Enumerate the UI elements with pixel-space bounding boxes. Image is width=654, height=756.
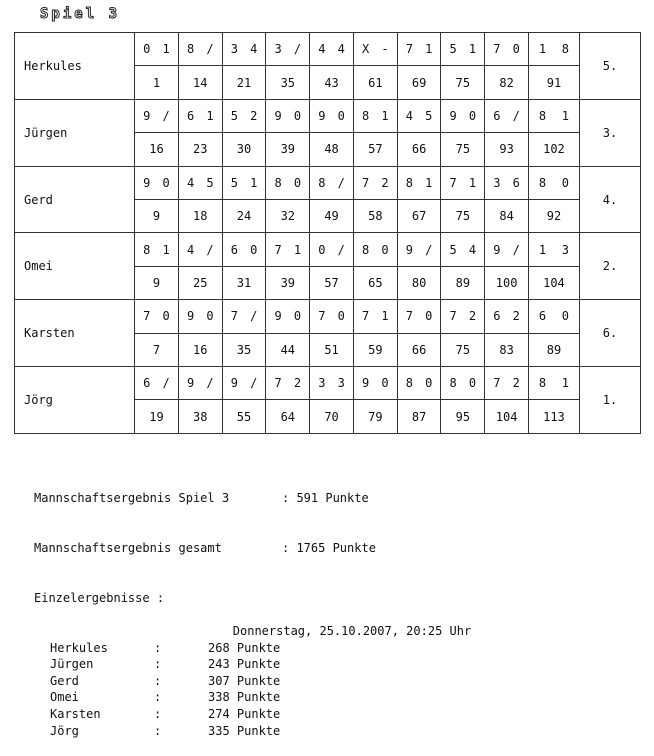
throw-value: 0: [337, 309, 345, 324]
throw-value: /: [162, 376, 170, 391]
frame-throws: [397, 300, 441, 333]
individual-name: Karsten: [50, 706, 101, 721]
frame-total: 102: [529, 133, 580, 166]
throw-value: 7: [274, 376, 282, 391]
throw-value: 6: [538, 309, 547, 324]
frame-throws: [441, 233, 485, 266]
throw-value: 8: [274, 175, 282, 190]
individual-name: Omei: [50, 690, 79, 705]
team-game-result: [34, 490, 376, 507]
summary-block: [34, 457, 376, 756]
throw-value: 6: [143, 376, 151, 391]
individual-result-row: [34, 723, 376, 740]
throw-value: 3: [337, 376, 345, 391]
throw-value: 4: [250, 42, 258, 57]
throw-value: 7: [362, 175, 370, 190]
frame-throws: [135, 233, 179, 266]
throw-value: 1: [162, 242, 170, 257]
frame-throws: [135, 166, 179, 199]
frame-throws: [178, 33, 222, 66]
frame-total: 83: [485, 333, 529, 366]
frame-total: 91: [529, 66, 580, 99]
throw-value: 2: [512, 309, 520, 324]
throw-value: 0: [561, 309, 570, 324]
frame-total: 43: [310, 66, 354, 99]
throw-value: 9: [143, 175, 151, 190]
frame-throws: [135, 367, 179, 400]
frame-throws: [397, 99, 441, 132]
frame-total: 21: [222, 66, 266, 99]
frame-total: 75: [441, 333, 485, 366]
frame-total: 75: [441, 66, 485, 99]
frame-throws: [397, 166, 441, 199]
throw-value: 3: [493, 175, 501, 190]
frame-total: 89: [441, 266, 485, 299]
throw-value: 1: [561, 376, 570, 391]
throw-value: 0: [425, 309, 433, 324]
frame-throws: [529, 367, 580, 400]
throw-value: /: [512, 109, 520, 124]
frame-total: 1: [135, 66, 179, 99]
frame-total: 25: [178, 266, 222, 299]
throw-value: 1: [538, 42, 547, 57]
frame-throws: [222, 33, 266, 66]
throw-value: 4: [186, 242, 195, 257]
throw-value: -: [381, 42, 389, 57]
frame-throws: [441, 367, 485, 400]
throw-value: 4: [318, 42, 326, 57]
throw-value: 7: [493, 376, 501, 391]
individual-value: 307 Punkte: [208, 673, 281, 688]
frame-throws: [266, 33, 310, 66]
frame-total: 9: [135, 200, 179, 233]
throw-value: 7: [274, 242, 282, 257]
individual-value: 268 Punkte: [208, 640, 281, 655]
player-throws-row: [15, 99, 641, 132]
throw-value: 8: [362, 242, 370, 257]
frame-throws: [178, 233, 222, 266]
frame-total: 30: [222, 133, 266, 166]
throw-value: 1: [468, 42, 477, 57]
player-rank: 4.: [579, 166, 640, 233]
throw-value: 6: [512, 175, 520, 190]
player-name: Omei: [15, 233, 135, 300]
frame-total: 19: [135, 400, 179, 434]
frame-total: 82: [485, 66, 529, 99]
frame-total: 57: [353, 133, 397, 166]
frame-total: 104: [529, 266, 580, 299]
frame-throws: [485, 99, 529, 132]
frame-total: 48: [310, 133, 354, 166]
throw-value: 3: [561, 242, 570, 257]
frame-total: 89: [529, 333, 580, 366]
throw-value: /: [162, 109, 170, 124]
team-game-value: : 591 Punkte: [282, 491, 369, 506]
throw-value: 5: [206, 175, 214, 190]
throw-value: 0: [561, 175, 570, 190]
individual-results: [34, 640, 376, 740]
throw-value: 1: [293, 242, 302, 257]
player-name: Jürgen: [15, 99, 135, 166]
frame-throws: [353, 33, 397, 66]
throw-value: 0: [293, 175, 302, 190]
throw-value: 8: [561, 42, 570, 57]
throw-value: 5: [230, 175, 238, 190]
frame-throws: [529, 33, 580, 66]
frame-total: 7: [135, 333, 179, 366]
team-total-value: : 1765 Punkte: [282, 540, 376, 555]
frame-total: 75: [441, 133, 485, 166]
frame-throws: [266, 166, 310, 199]
throw-value: 6: [493, 109, 501, 124]
frame-total: 58: [353, 200, 397, 233]
footer-timestamp: Donnerstag, 25.10.2007, 20:25 Uhr: [232, 624, 472, 638]
individual-value: 274 Punkte: [208, 706, 281, 721]
throw-value: 1: [468, 175, 477, 190]
individual-result-row: [34, 689, 376, 706]
throw-value: 0: [512, 42, 520, 57]
frame-total: 100: [485, 266, 529, 299]
frame-throws: [529, 300, 580, 333]
frame-total: 104: [485, 400, 529, 434]
frame-total: 64: [266, 400, 310, 434]
player-throws-row: [15, 33, 641, 66]
throw-value: 8: [318, 175, 326, 190]
throw-value: 9: [449, 109, 457, 124]
throw-value: 5: [425, 109, 433, 124]
frame-total: 69: [397, 66, 441, 99]
throw-value: 0: [206, 309, 214, 324]
throw-value: /: [425, 242, 433, 257]
frame-total: 87: [397, 400, 441, 434]
frame-throws: [310, 300, 354, 333]
individual-name: Gerd: [50, 673, 79, 688]
individual-value: 338 Punkte: [208, 690, 281, 705]
throw-value: 2: [468, 309, 477, 324]
frame-throws: [310, 99, 354, 132]
page-title: Spiel 3: [40, 6, 121, 22]
throw-value: 3: [318, 376, 326, 391]
frame-throws: [310, 33, 354, 66]
frame-throws: [178, 99, 222, 132]
throw-value: 8: [538, 376, 547, 391]
throw-value: X: [362, 42, 370, 57]
frame-total: 32: [266, 200, 310, 233]
frame-throws: [353, 166, 397, 199]
frame-throws: [222, 367, 266, 400]
individual-sep: :: [154, 673, 162, 688]
player-rank: 2.: [579, 233, 640, 300]
throw-value: 7: [318, 309, 326, 324]
individual-name: Jörg: [50, 723, 79, 738]
frame-throws: [441, 99, 485, 132]
frame-throws: [266, 99, 310, 132]
throw-value: 6: [493, 309, 501, 324]
frame-total: 16: [135, 133, 179, 166]
team-total-label: Mannschaftsergebnis gesamt: [34, 540, 222, 555]
frame-throws: [441, 33, 485, 66]
throw-value: 3: [274, 42, 282, 57]
throw-value: 9: [274, 109, 282, 124]
throw-value: 0: [468, 376, 477, 391]
throw-value: 9: [493, 242, 501, 257]
throw-value: 1: [561, 109, 570, 124]
throw-value: 9: [405, 242, 413, 257]
individual-heading: [34, 590, 376, 607]
frame-throws: [353, 367, 397, 400]
throw-value: 7: [449, 175, 457, 190]
frame-total: 113: [529, 400, 580, 434]
frame-total: 16: [178, 333, 222, 366]
individual-sep: :: [154, 657, 162, 672]
frame-throws: [135, 33, 179, 66]
frame-total: 84: [485, 200, 529, 233]
throw-value: 7: [230, 309, 238, 324]
throw-value: 8: [143, 242, 151, 257]
throw-value: 8: [405, 376, 413, 391]
throw-value: 0: [468, 109, 477, 124]
throw-value: 0: [250, 242, 258, 257]
frame-throws: [485, 33, 529, 66]
throw-value: 0: [318, 242, 326, 257]
individual-name: Jürgen: [50, 657, 94, 672]
frame-total: 39: [266, 266, 310, 299]
throw-value: 0: [337, 109, 345, 124]
frame-throws: [485, 233, 529, 266]
frame-total: 23: [178, 133, 222, 166]
throw-value: 7: [493, 42, 501, 57]
frame-total: 70: [310, 400, 354, 434]
throw-value: 0: [381, 242, 389, 257]
throw-value: /: [206, 242, 214, 257]
frame-throws: [178, 367, 222, 400]
throw-value: 4: [337, 42, 345, 57]
frame-throws: [310, 166, 354, 199]
throw-value: 0: [162, 175, 170, 190]
player-throws-row: [15, 233, 641, 266]
throw-value: 9: [143, 109, 151, 124]
throw-value: 9: [186, 376, 195, 391]
throw-value: 0: [425, 376, 433, 391]
individual-value: 335 Punkte: [208, 723, 281, 738]
team-game-label: Mannschaftsergebnis Spiel 3: [34, 491, 230, 506]
frame-total: 35: [222, 333, 266, 366]
throw-value: 1: [381, 109, 389, 124]
throw-value: 8: [362, 109, 370, 124]
throw-value: 9: [230, 376, 238, 391]
throw-value: 9: [318, 109, 326, 124]
frame-throws: [178, 300, 222, 333]
throw-value: /: [337, 175, 345, 190]
throw-value: /: [512, 242, 520, 257]
throw-value: 8: [405, 175, 413, 190]
throw-value: /: [206, 42, 214, 57]
frame-total: 92: [529, 200, 580, 233]
individual-result-row: [34, 656, 376, 673]
frame-total: 35: [266, 66, 310, 99]
frame-total: 59: [353, 333, 397, 366]
throw-value: 7: [362, 309, 370, 324]
frame-throws: [353, 233, 397, 266]
throw-value: 8: [186, 42, 195, 57]
throw-value: 9: [274, 309, 282, 324]
throw-value: /: [293, 42, 302, 57]
frame-total: 67: [397, 200, 441, 233]
individual-label: Einzelergebnisse :: [34, 590, 165, 605]
frame-throws: [135, 99, 179, 132]
frame-total: 14: [178, 66, 222, 99]
frame-throws: [397, 367, 441, 400]
frame-throws: [397, 233, 441, 266]
throw-value: 4: [186, 175, 195, 190]
throw-value: 0: [162, 309, 170, 324]
frame-throws: [178, 166, 222, 199]
individual-sep: :: [154, 690, 162, 705]
throw-value: /: [250, 376, 258, 391]
frame-total: 49: [310, 200, 354, 233]
frame-throws: [397, 33, 441, 66]
frame-total: 44: [266, 333, 310, 366]
throw-value: 5: [230, 109, 238, 124]
player-rank: 3.: [579, 99, 640, 166]
frame-total: 66: [397, 133, 441, 166]
throw-value: 8: [538, 175, 547, 190]
throw-value: 1: [538, 242, 547, 257]
individual-sep: :: [154, 723, 162, 738]
frame-total: 9: [135, 266, 179, 299]
frame-total: 55: [222, 400, 266, 434]
scoreboard-table: [14, 32, 641, 434]
throw-value: 1: [162, 42, 170, 57]
individual-value: 243 Punkte: [208, 657, 281, 672]
individual-sep: :: [154, 640, 162, 655]
frame-total: 93: [485, 133, 529, 166]
throw-value: 0: [381, 376, 389, 391]
throw-value: 9: [362, 376, 370, 391]
individual-sep: :: [154, 706, 162, 721]
player-rank: 6.: [579, 300, 640, 367]
individual-result-row: [34, 673, 376, 690]
frame-total: 39: [266, 133, 310, 166]
throw-value: 8: [538, 109, 547, 124]
throw-value: 2: [293, 376, 302, 391]
throw-value: 1: [381, 309, 389, 324]
throw-value: 2: [381, 175, 389, 190]
throw-value: 6: [230, 242, 238, 257]
throw-value: 0: [293, 309, 302, 324]
throw-value: 5: [449, 42, 457, 57]
frame-throws: [353, 300, 397, 333]
player-throws-row: [15, 166, 641, 199]
throw-value: 7: [143, 309, 151, 324]
throw-value: 2: [512, 376, 520, 391]
frame-throws: [222, 166, 266, 199]
frame-throws: [485, 367, 529, 400]
throw-value: 8: [449, 376, 457, 391]
player-name: Jörg: [15, 367, 135, 434]
frame-total: 18: [178, 200, 222, 233]
frame-throws: [222, 99, 266, 132]
throw-value: 1: [425, 175, 433, 190]
frame-throws: [529, 233, 580, 266]
frame-throws: [485, 300, 529, 333]
frame-throws: [529, 166, 580, 199]
throw-value: 3: [230, 42, 238, 57]
frame-total: 66: [397, 333, 441, 366]
frame-total: 61: [353, 66, 397, 99]
frame-throws: [266, 233, 310, 266]
frame-throws: [266, 367, 310, 400]
frame-total: 75: [441, 200, 485, 233]
frame-total: 31: [222, 266, 266, 299]
player-throws-row: [15, 300, 641, 333]
throw-value: 7: [405, 309, 413, 324]
throw-value: 1: [425, 42, 433, 57]
player-name: Herkules: [15, 33, 135, 100]
throw-value: 9: [186, 309, 195, 324]
frame-total: 80: [397, 266, 441, 299]
player-name: Gerd: [15, 166, 135, 233]
throw-value: 2: [250, 109, 258, 124]
throw-value: 0: [293, 109, 302, 124]
frame-throws: [222, 233, 266, 266]
throw-value: 1: [206, 109, 214, 124]
individual-name: Herkules: [50, 640, 108, 655]
frame-throws: [310, 367, 354, 400]
throw-value: 4: [405, 109, 413, 124]
frame-throws: [441, 166, 485, 199]
frame-throws: [441, 300, 485, 333]
throw-value: 4: [468, 242, 477, 257]
throw-value: /: [250, 309, 258, 324]
frame-throws: [310, 233, 354, 266]
player-name: Karsten: [15, 300, 135, 367]
team-total-result: [34, 540, 376, 557]
frame-throws: [266, 300, 310, 333]
frame-total: 51: [310, 333, 354, 366]
throw-value: 7: [405, 42, 413, 57]
player-rank: 1.: [579, 367, 640, 434]
frame-total: 95: [441, 400, 485, 434]
individual-result-row: [34, 706, 376, 723]
frame-throws: [135, 300, 179, 333]
throw-value: /: [206, 376, 214, 391]
throw-value: 6: [186, 109, 195, 124]
frame-total: 79: [353, 400, 397, 434]
frame-throws: [353, 99, 397, 132]
frame-throws: [485, 166, 529, 199]
throw-value: 0: [143, 42, 151, 57]
frame-throws: [222, 300, 266, 333]
player-rank: 5.: [579, 33, 640, 100]
player-throws-row: [15, 367, 641, 400]
throw-value: 5: [449, 242, 457, 257]
throw-value: 1: [250, 175, 258, 190]
frame-total: 24: [222, 200, 266, 233]
frame-total: 65: [353, 266, 397, 299]
frame-throws: [529, 99, 580, 132]
frame-total: 57: [310, 266, 354, 299]
throw-value: 7: [449, 309, 457, 324]
frame-total: 38: [178, 400, 222, 434]
throw-value: /: [337, 242, 345, 257]
